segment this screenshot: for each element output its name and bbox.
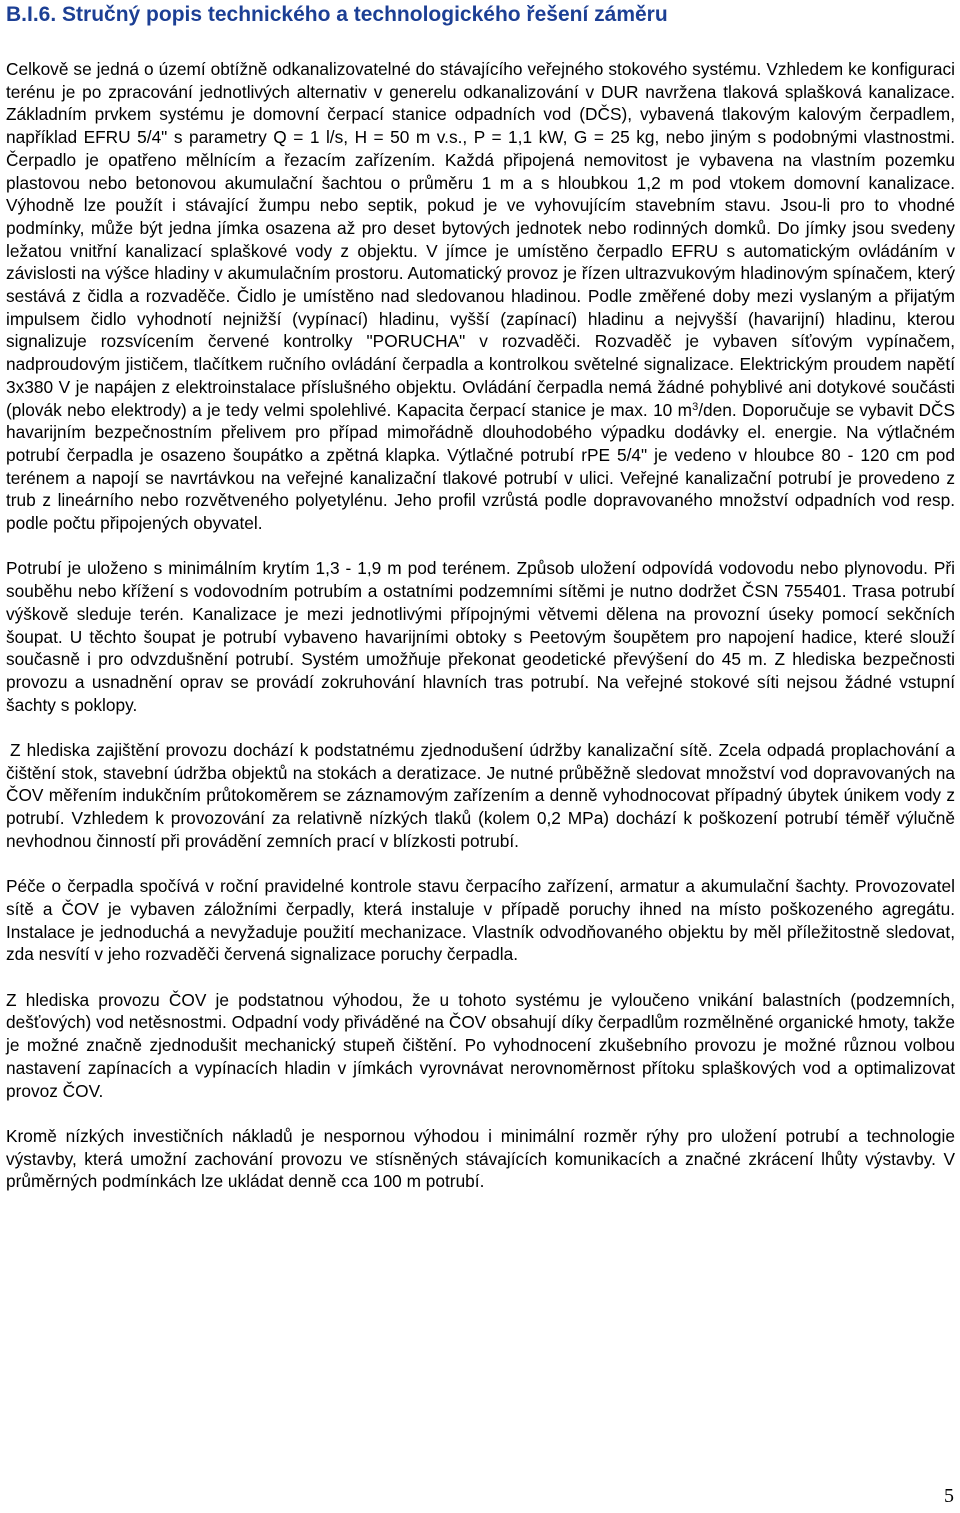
section-heading: B.I.6. Stručný popis technického a technologického řešení záměru bbox=[6, 3, 668, 26]
paragraph-system-description bbox=[6, 58, 955, 535]
paragraph-pump-care: Péče o čerpadla spočívá v roční pravidelné kontrole stavu čerpacího zařízení, armatur a akumulační šachty. Provozovatel sítě a ČOV je vybaven záložními čerpadly, která instaluje v případě poruchy ihned na místo poškozeného agregátu. Instalace je jednoduchá a nevyžaduje použití mechanizace. Vlastník odvodňovaného objektu by měl příležitostně sledovat, zda nesvítí v jeho rozvaděči červená signalizace poruchy čerpadla. bbox=[6, 876, 955, 965]
paragraph-cov-advantages: Z hlediska provozu ČOV je podstatnou výhodou, že u tohoto systému je vyloučeno vnikání balastních (podzemních, dešťových) vod netěsnostmi. Odpadní vody přiváděné na ČOV obsahují díky čerpadlům rozmělněné organické hmoty, takže je možné značně zjednodušit mechanický stupeň čištění. Po vyhodnocení zkušebního provozu je možné různou volbou nastavení zapínacích a vypínacích hladin v jímkách vyrovnávat nerovnoměrnost přítoku splaškových vod a optimalizovat provoz ČOV. bbox=[6, 989, 955, 1101]
superscript-exponent: 3 bbox=[692, 400, 699, 413]
document-body bbox=[6, 58, 955, 1193]
paragraph-operation: Z hlediska zajištění provozu dochází k podstatnému zjednodušení údržby kanalizační sítě. Zcela odpadá proplachování a čištění stok, stavební údržba objektů na stokách a deratizace. Je nutné průběžně sledovat množství vod dopravovaných na ČOV měřením indukčním průtokoměrem se záznamovým zařízením a denně vyhodnocovat případný úbytek únikem vody z potrubí. Vzhledem k provozování za relativně nízkých tlaků (kolem 0,2 MPa) dochází k poškození potrubí téměř výlučně nevhodnou činností při provádění zemních prací v blízkosti potrubí. bbox=[6, 740, 955, 851]
paragraph-text: /den. Doporučuje se vybavit DČS havarijním bezpečnostním přelivem pro případ mimořádně dlouhodobého výpadku dodávky el. energie. Na výtlačném potrubí čerpadla je osazeno šoupátko a zpětná klapka. Výtlačné potrubí rPE 5/4" je vedeno v hloubce 80 - 120 cm pod terénem a napojí se navrtávkou na veřejné kanalizační tlakové potrubí v ulici. Veřejné kanalizační potrubí je provedeno z trub z lineárního nebo rozvětveného polyetylénu. Jeho profil vzrůstá podle dopravovaného množství odpadních vod resp. podle počtu připojených obyvatel. bbox=[6, 399, 955, 534]
page-number: 5 bbox=[944, 1485, 954, 1507]
paragraph-text: Celkově se jedná o území obtížně odkanalizovatelné do stávajícího veřejného stokového systému. Vzhledem ke konfiguraci terénu je po zpracování jednotlivých alternativ v generelu odkanalizování v DUR navržena tlaková splašková kanalizace. Základním prvkem systému je domovní čerpací stanice odpadních vod (DČS), vybavená tlakovým kalovým čerpadlem, například EFRU 5/4" s parametry Q = 1 l/s, H = 50 m v.s., P = 1,1 kW, G = 25 kg, nebo jiným s podobnými vlastnostmi. Čerpadlo je opatřeno mělnícím a řezacím zařízením. Každá připojená nemovitost je vybavena na vlastním pozemku plastovou nebo betonovou akumulační šachtou o průměru 1 m a s hloubkou 1,2 m pod vtokem domovní kanalizace. Výhodně lze použít i stávající žumpu nebo septik, pokud je ve vyhovujícím stavebním stavu. Jsou-li pro to vhodné podmínky, může být jedna jímka osazena až pro deset bytových jednotek nebo rodinných domků. Do jímky jsou svedeny ležatou vnitřní kanalizací splaškové vody z objektu. V jímce je umístěno čerpadlo EFRU s automatickým ovládáním v závislosti na výšce hladiny v akumulačním prostoru. Automatický provoz je řízen ultrazvukovým hladinovým spínačem, který sestává z čidla a rozvaděče. Čidlo je umístěno nad sledovanou hladinou. Podle změřené doby mezi vyslaným a přijatým impulsem čidlo vyhodnotí nejnižší (vypínací) hladinu, vyšší (zapínací) hladinu a nejvyšší (havarijní) hladinu, kterou signalizuje rozsvícením červené kontrolky "PORUCHA" v rozvaděči. Rozvaděč je vybaven síťovým vypínačem, nadproudovým jističem, tlačítkem ručního ovládání čerpadla a kontrolkou světelné signalizace. Elektrickým proudem napětí 3x380 V je napájen z elektroinstalace příslušného objektu. Ovládání čerpadla nemá žádné pohyblivé ani dotykové součásti (plovák nebo elektrody) a je tedy velmi spolehlivé. Kapacita čerpací stanice je max. 10 m bbox=[6, 59, 955, 420]
paragraph-costs: Kromě nízkých investičních nákladů je nespornou výhodou i minimální rozměr rýhy pro uložení potrubí a technologie výstavby, která umožní zachování provozu ve stísněných stávajících komunikacích a značné zkrácení lhůty výstavby. V průměrných podmínkách lze ukládat denně cca 100 m potrubí. bbox=[6, 1125, 955, 1192]
paragraph-pipe-laying: Potrubí je uloženo s minimálním krytím 1,3 - 1,9 m pod terénem. Způsob uložení odpovídá vodovodu nebo plynovodu. Při souběhu nebo křížení s vodovodním potrubím a ostatními podzemními sítěmi je nutno dodržet ČSN 755401. Trasa potrubí výškově sleduje terén. Kanalizace je mezi jednotlivými přípojnými větvemi dělena na provozní úseky pomocí sekčních šoupat. U těchto šoupat je potrubí vybaveno havarijními obtoky s Peetovým šoupětem pro napojení hadice, které slouží současně i pro odvzdušnění potrubí. Systém umožňuje překonat geodetické převýšení do 45 m. Z hlediska bezpečnosti provozu a usnadnění oprav se provádí zokruhování hlavních tras potrubí. Na veřejné stokové síti nejsou žádné vstupní šachty s poklopy. bbox=[6, 558, 955, 715]
